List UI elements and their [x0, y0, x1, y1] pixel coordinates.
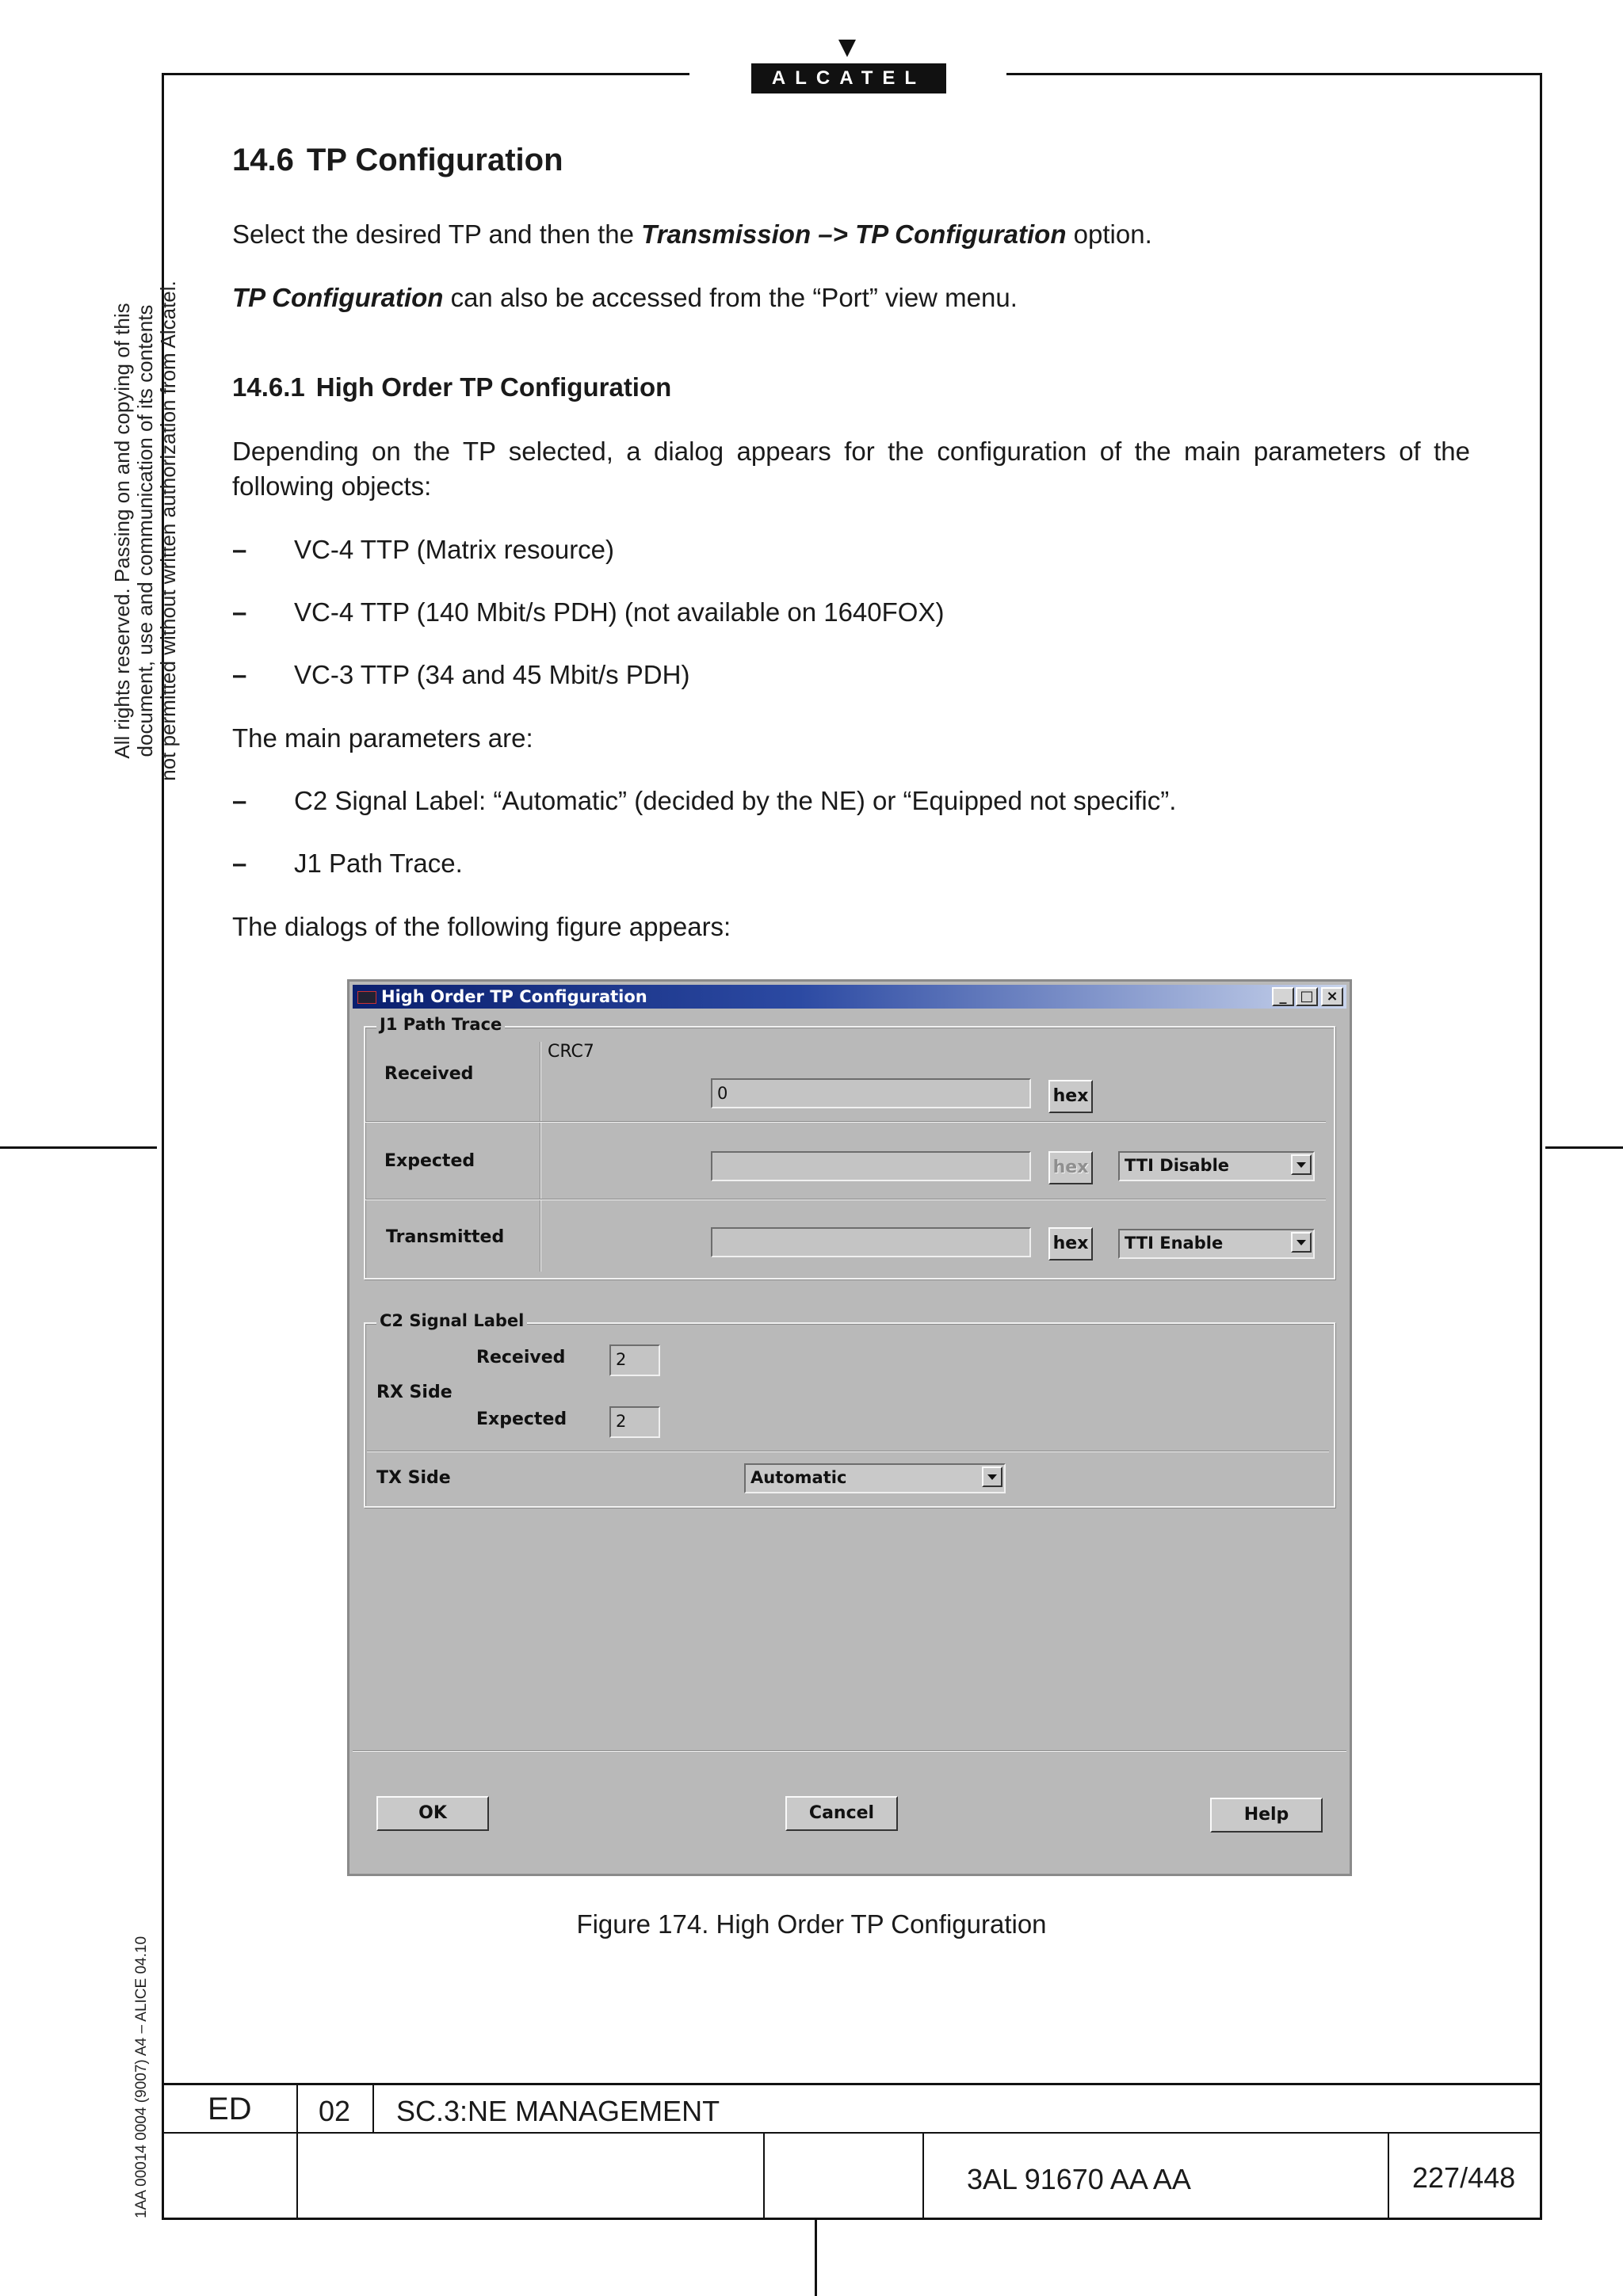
intro-text: can also be accessed from the “Port” view menu.: [443, 283, 1018, 312]
body-paragraph-params: The main parameters are:: [232, 723, 533, 753]
list-dash: –: [232, 786, 247, 815]
app-icon: [357, 991, 376, 1004]
button-bar-divider: [353, 1750, 1346, 1752]
list-item-text: VC-4 TTP (Matrix resource): [294, 535, 615, 564]
figure-caption: Figure 174. High Order TP Configuration: [576, 1909, 1047, 1939]
help-button[interactable]: Help: [1210, 1798, 1323, 1833]
chevron-down-icon[interactable]: [1291, 1232, 1312, 1253]
close-button[interactable]: ×: [1321, 987, 1343, 1006]
expected-tti-select[interactable]: [1118, 1151, 1315, 1181]
c2-received-label: Received: [476, 1348, 566, 1367]
minimize-button[interactable]: _: [1272, 987, 1294, 1006]
list-dash: –: [232, 849, 247, 878]
crc7-label: CRC7: [548, 1042, 594, 1062]
list-dash: –: [232, 535, 247, 564]
intro-text: option.: [1066, 219, 1152, 249]
intro-text: Select the desired TP and then the: [232, 219, 642, 249]
maximize-button[interactable]: □: [1296, 987, 1318, 1006]
footer-mid-border: [162, 2132, 1542, 2134]
expected-hex-button[interactable]: hex: [1048, 1151, 1093, 1184]
dialog-titlebar[interactable]: [353, 985, 1346, 1009]
tx-side-label: TX Side: [376, 1468, 451, 1488]
intro-paragraph-2: [232, 280, 1470, 315]
c2-expected-label: Expected: [476, 1409, 567, 1429]
c2-legend: C2 Signal Label: [376, 1311, 527, 1330]
list-item-text: C2 Signal Label: “Automatic” (decided by the NE) or “Equipped not specific”.: [294, 786, 1177, 815]
footer-divider: [922, 2132, 924, 2220]
menu-path: Transmission –> TP Configuration: [641, 219, 1067, 249]
left-fold-mark: [0, 1146, 157, 1149]
j1-legend: J1 Path Trace: [376, 1015, 505, 1034]
list-item-text: VC-3 TTP (34 and 45 Mbit/s PDH): [294, 660, 690, 689]
dialog-title: High Order TP Configuration: [381, 987, 647, 1006]
intro-paragraph-1: [232, 217, 1470, 252]
body-paragraph-dialogs: The dialogs of the following figure appears:: [232, 912, 731, 941]
c2-received-field: 2: [609, 1344, 660, 1376]
transmitted-tti-value: TTI Enable: [1125, 1234, 1224, 1253]
list-item-text: VC-4 TTP (140 Mbit/s PDH) (not available on 1640FOX): [294, 597, 945, 627]
footer-page-number: 227/448: [1412, 2161, 1516, 2194]
subsection-title: High Order TP Configuration: [315, 372, 672, 402]
form-code: 1AA 00014 0004 (9007) A4 – ALICE 04.10: [133, 1936, 150, 2218]
ok-button[interactable]: OK: [376, 1796, 489, 1831]
c2-row-divider: [367, 1451, 1329, 1452]
j1-transmitted-label: Transmitted: [386, 1227, 505, 1247]
j1-received-label: Received: [384, 1064, 474, 1084]
chevron-down-icon[interactable]: [982, 1466, 1002, 1487]
bottom-fold-mark: [815, 2220, 817, 2296]
menu-item-name: TP Configuration: [232, 283, 444, 312]
transmitted-tti-select[interactable]: [1118, 1229, 1315, 1259]
cancel-button[interactable]: Cancel: [785, 1796, 898, 1831]
j1-column-divider: [540, 1042, 541, 1272]
footer-divider: [763, 2132, 765, 2220]
section-title: TP Configuration: [306, 143, 563, 177]
j1-received-field: 0: [711, 1078, 1031, 1108]
footer-chapter: SC.3:NE MANAGEMENT: [396, 2095, 720, 2127]
tx-side-select[interactable]: [744, 1463, 1006, 1493]
footer-divider: [296, 2083, 298, 2220]
footer-doc-code: 3AL 91670 AA AA: [967, 2163, 1191, 2195]
body-paragraph-objects: Depending on the TP selected, a dialog appears for the configuration of the main parameters of the following objects:: [232, 437, 1470, 501]
footer-divider: [372, 2083, 374, 2133]
tp-config-dialog: [347, 979, 1352, 1876]
j1-expected-field[interactable]: [711, 1151, 1031, 1181]
subsection-number: 14.6.1: [232, 372, 305, 402]
expected-tti-value: TTI Disable: [1125, 1156, 1230, 1175]
j1-transmitted-field[interactable]: [711, 1227, 1031, 1257]
copyright-line: All rights reserved. Passing on and copying of this: [110, 303, 134, 759]
tx-side-value: Automatic: [750, 1468, 847, 1487]
section-heading: [232, 143, 563, 178]
logo-triangle-icon: [838, 40, 856, 57]
j1-row-divider: [365, 1121, 1326, 1123]
copyright-notice: [111, 261, 180, 800]
j1-row-divider: [365, 1199, 1326, 1200]
transmitted-hex-button[interactable]: hex: [1048, 1227, 1093, 1261]
footer-divider: [1388, 2132, 1389, 2220]
footer-ed-value: 02: [319, 2095, 351, 2127]
list-dash: –: [232, 597, 247, 627]
right-fold-mark: [1545, 1146, 1623, 1149]
list-item-text: J1 Path Trace.: [294, 849, 463, 878]
chevron-down-icon[interactable]: [1291, 1154, 1312, 1175]
logo-text: ALCATEL: [751, 63, 946, 93]
section-number: 14.6: [232, 143, 294, 177]
footer-top-border: [162, 2083, 1542, 2085]
c2-expected-field[interactable]: 2: [609, 1406, 660, 1438]
j1-expected-label: Expected: [384, 1151, 475, 1171]
footer-ed-label: ED: [208, 2092, 252, 2126]
copyright-line: not permitted without written authorization from Alcatel.: [156, 280, 180, 781]
received-hex-button[interactable]: hex: [1048, 1080, 1093, 1113]
list-dash: –: [232, 660, 247, 689]
copyright-line: document, use and communication of its contents: [133, 304, 157, 757]
subsection-heading: [232, 372, 671, 402]
rx-side-label: RX Side: [376, 1383, 453, 1402]
